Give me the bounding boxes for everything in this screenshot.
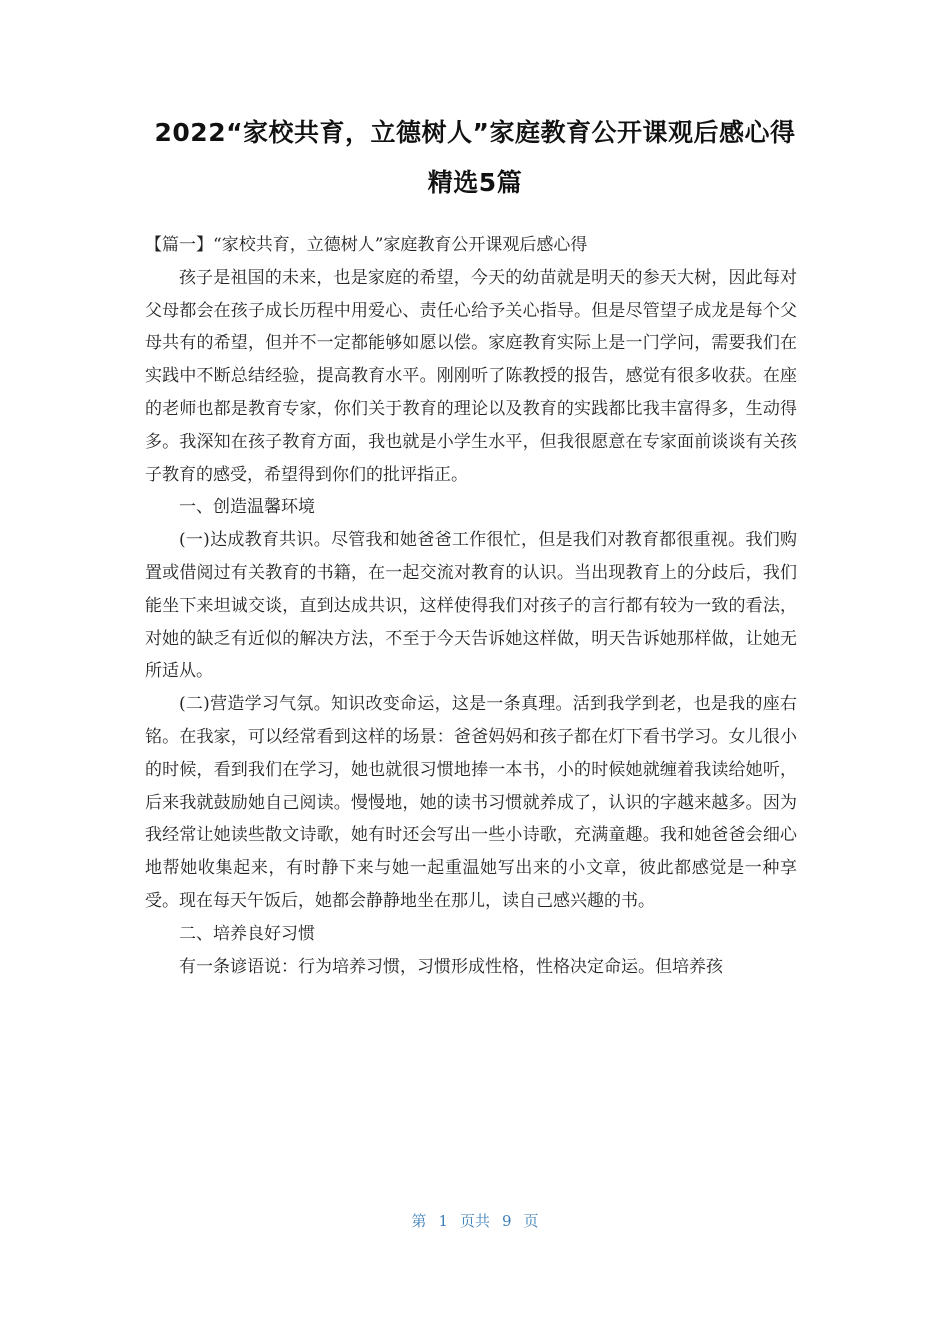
document-title: 2022“家校共育，立德树人”家庭教育公开课观后感心得 xyxy=(154,118,796,147)
footer-label-of: 页共 xyxy=(459,1212,490,1230)
footer-total-pages: 9 xyxy=(502,1212,512,1230)
document-body xyxy=(145,229,797,983)
page-footer xyxy=(0,1211,950,1231)
section-heading-part-one: 【篇一】“家校共育，立德树人”家庭教育公开课观后感心得 xyxy=(145,235,588,255)
body-paragraph: (二)营造学习气氛。知识改变命运，这是一条真理。活到我学到老，也是我的座右铭。在我家，可以经常看到这样的场景：爸爸妈妈和孩子都在灯下看书学习。女儿很小的时候，看到我们在学习，她也就很习惯地捧一本书，小的时候她就缠着我读给她听，后来我就鼓励她自己阅读。慢慢地，她的读书习惯就养成了，认识的字越来越多。因为我经常让她读些散文诗歌，她有时还会写出一些小诗歌，充满童趣。我和她爸爸会细心地帮她收集起来，有时静下来与她一起重温她写出来的小文章，彼此都感觉是一种享受。现在每天午饭后，她都会静静地坐在那儿，读自己感兴趣的书。 xyxy=(145,694,797,911)
body-paragraph: (一)达成教育共识。尽管我和她爸爸工作很忙，但是我们对教育都很重视。我们购置或借阅过有关教育的书籍，在一起交流对教育的认识。当出现教育上的分歧后，我们能坐下来坦诚交谈，直到达成共识，这样使得我们对孩子的言行都有较为一致的看法，对她的缺乏有近似的解决方法，不至于今天告诉她这样做，明天告诉她那样做，让她无所适从。 xyxy=(145,530,797,682)
footer-label-page: 第 xyxy=(411,1212,427,1230)
subsection-heading: 二、培养良好习惯 xyxy=(179,923,315,944)
footer-label-end: 页 xyxy=(523,1212,539,1230)
body-paragraph: 孩子是祖国的未来，也是家庭的希望，今天的幼苗就是明天的参天大树，因此每对父母都会在孩子成长历程中用爱心、责任心给予关心指导。但是尽管望子成龙是每个父母共有的希望，但并不一定都能够如愿以偿。家庭教育实际上是一门学问，需要我们在实践中不断总结经验，提高教育水平。刚刚听了陈教授的报告，感觉有很多收获。在座的老师也都是教育专家，你们关于教育的理论以及教育的实践都比我丰富得多，生动得多。我深知在孩子教育方面，我也就是小学生水平，但我很愿意在专家面前谈谈有关孩子教育的感受，希望得到你们的批评指正。 xyxy=(145,267,797,485)
body-paragraph: 有一条谚语说：行为培养习惯，习惯形成性格，性格决定命运。但培养孩 xyxy=(179,956,723,977)
footer-current-page: 1 xyxy=(438,1212,448,1230)
subsection-heading: 一、创造温馨环境 xyxy=(179,497,315,518)
document-title-continued: 精选5篇 xyxy=(427,168,523,197)
